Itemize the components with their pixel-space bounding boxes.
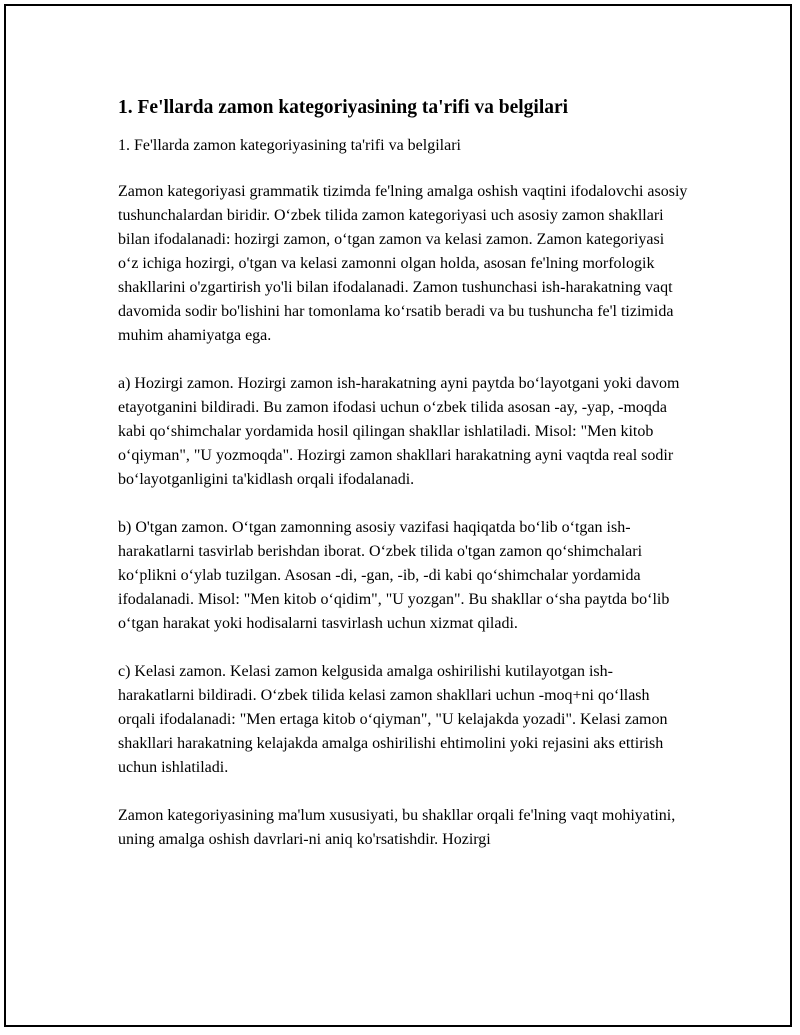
- paragraph-intro: Zamon kategoriyasi grammatik tizimda fe'lning amalga oshish vaqtini ifodalovchi asosiy tushunchalardan biridir. O‘zbek tilida zamon kategoriyasi uch asosiy zamon shakllari bilan ifodalanadi: hozirgi zamon, o‘tgan zamon va kelasi zamon. Zamon kategoriyasi o‘z ichiga hozirgi, o'tgan va kelasi zamonni olgan holda, asosan fe'lning morfologik shakllarini o'zgartirish yo'li bilan ifodalanadi. Zamon tushunchasi ish-harakatning vaqt davomida sodir bo'lishini har tomonlama ko‘rsatib beradi va bu tushuncha fe'l tizimida muhim ahamiyatga ega.: [118, 183, 688, 344]
- document-heading: 1. Fe'llarda zamon kategoriyasining ta'rifi va belgilari: [118, 97, 569, 118]
- document-subheading: 1. Fe'llarda zamon kategoriyasining ta'rifi va belgilari: [118, 137, 461, 154]
- paragraph-past-tense: b) O'tgan zamon. O‘tgan zamonning asosiy vazifasi haqiqatda bo‘lib o‘tgan ish-harakatlarni tasvirlab berishdan iborat. O‘zbek tilida o'tgan zamon qo‘shimchalari ko‘plikni o‘ylab tuzilgan. Asosan -di, -gan, -ib, -di kabi qo‘shimchalar yordamida ifodalanadi. Misol: "Men kitob o‘qidim", "U yozgan". Bu shakllar o‘sha paytda bo‘lib o‘tgan harakat yoki hodisalarni tasvirlash uchun xizmat qiladi.: [118, 519, 670, 632]
- paragraph-future-tense: c) Kelasi zamon. Kelasi zamon kelgusida amalga oshirilishi kutilayotgan ish-harakatlarni bildiradi. O‘zbek tilida kelasi zamon shakllari uchun -moq+ni qo‘llash orqali ifodalanadi: "Men ertaga kitob o‘qiyman", "U kelajakda yozadi". Kelasi zamon shakllari harakatning kelajakda amalga oshirilishi ehtimolini yoki rejasini aks ettirish uchun ishlatiladi.: [118, 663, 668, 776]
- paragraph-present-tense: a) Hozirgi zamon. Hozirgi zamon ish-harakatning ayni paytda bo‘layotgani yoki davom etayotganini bildiradi. Bu zamon ifodasi uchun o‘zbek tilida asosan -ay, -yap, -moqda kabi qo‘shimchalar yordamida hosil qilingan shakllar ishlatiladi. Misol: "Men kitob o‘qiyman", "U yozmoqda". Hozirgi zamon shakllari harakatning ayni vaqtda real sodir bo‘layotganligini ta'kidlash orqali ifodalanadi.: [118, 375, 680, 488]
- paragraph-summary: Zamon kategoriyasining ma'lum xususiyati, bu shakllar orqali fe'lning vaqt mohiyatini, uning amalga oshish davrlari-ni aniq ko'rsatishdir. Hozirgi: [118, 807, 676, 848]
- document-body: [118, 96, 688, 876]
